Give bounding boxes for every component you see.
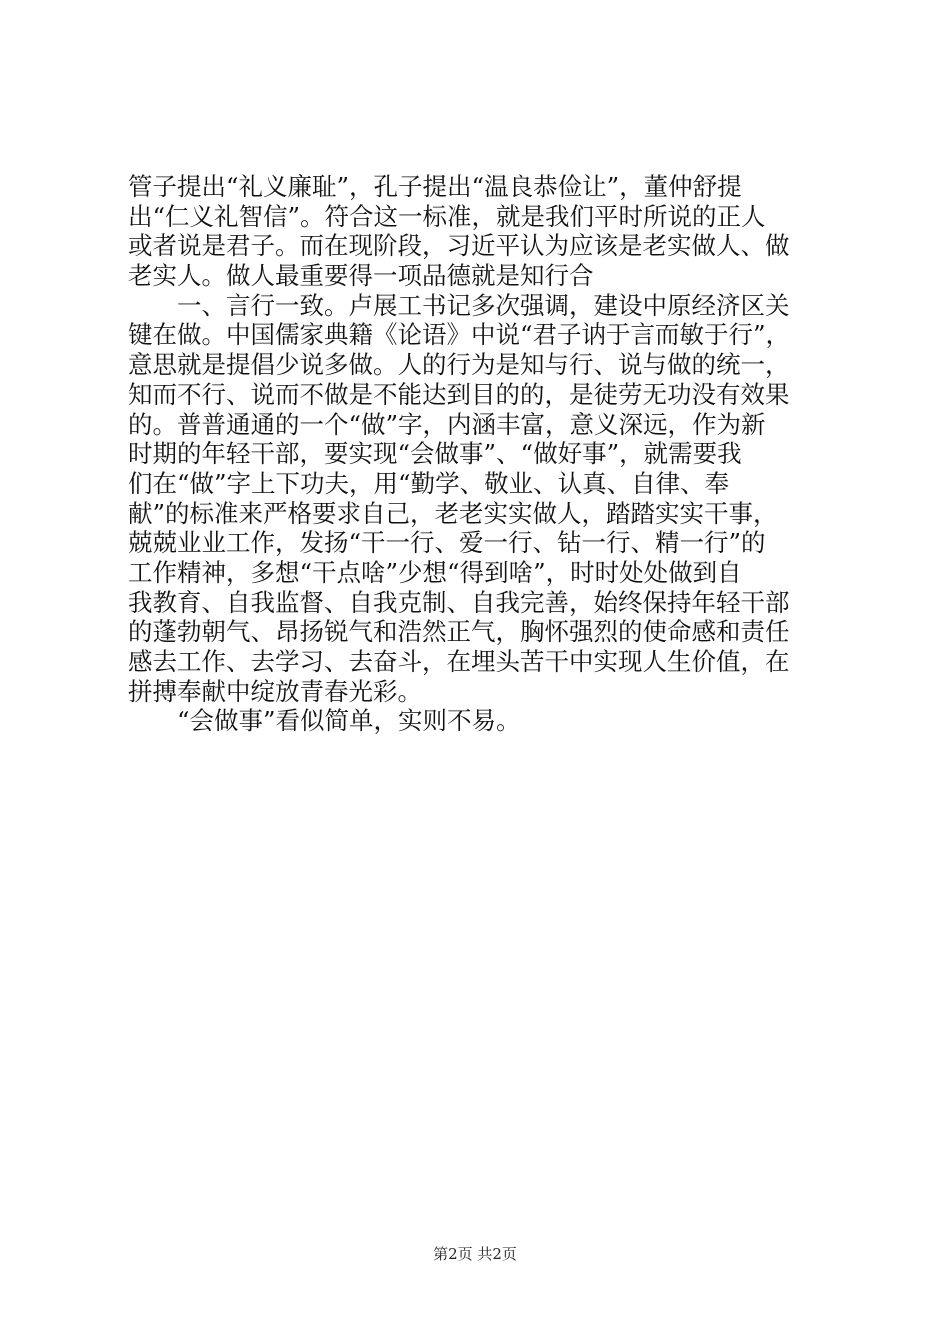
text-line: 的蓬勃朝气、昂扬锐气和浩然正气，胸怀强烈的使命感和责任 (128, 617, 790, 647)
text-line: 们在“做”字上下功夫，用“勤学、敬业、认真、自律、奉 (128, 468, 730, 498)
text-line: 的。普普通通的一个“做”字，内涵丰富，意义深远，作为新 (128, 409, 766, 439)
text-line: “会做事”看似简单，实则不易。 (177, 706, 521, 736)
text-line: 老实人。做人最重要得一项品德就是知行合 (128, 261, 594, 291)
text-line: 或者说是君子。而在现阶段，习近平认为应该是老实做人、做 (128, 231, 790, 261)
text-line: 工作精神，多想“干点啥”少想“得到啥”，时时处处做到自 (128, 557, 742, 587)
text-line: 知而不行、说而不做是不能达到目的的，是徒劳无功没有效果 (128, 379, 790, 409)
document-body (128, 172, 840, 736)
text-line: 出“仁义礼智信”。符合这一标准，就是我们平时所说的正人 (128, 201, 766, 231)
page-footer: 第2页 共2页 (433, 1245, 517, 1263)
text-line: 我教育、自我监督、自我克制、自我完善，始终保持年轻干部 (128, 587, 790, 617)
text-line: 一、言行一致。卢展工书记多次强调，建设中原经济区关 (177, 290, 790, 320)
text-line: 意思就是提倡少说多做。人的行为是知与行、说与做的统一， (128, 350, 790, 380)
text-line: 键在做。中国儒家典籍《论语》中说“君子讷于言而敏于行”， (128, 320, 791, 350)
text-line: 感去工作、去学习、去奋斗，在埋头苦干中实现人生价值，在 (128, 647, 790, 676)
text-line: 献”的标准来严格要求自己，老老实实做人，踏踏实实干事， (128, 498, 778, 528)
text-line: 管子提出“礼义廉耻”，孔子提出“温良恭俭让”，董仲舒提 (128, 172, 742, 201)
text-line: 时期的年轻干部，要实现“会做事”、“做好事”，就需要我 (128, 439, 742, 469)
text-line: 拼搏奉献中绽放青春光彩。 (128, 676, 422, 706)
text-line: 兢兢业业工作，发扬“干一行、爱一行、钻一行、精一行”的 (128, 528, 766, 558)
